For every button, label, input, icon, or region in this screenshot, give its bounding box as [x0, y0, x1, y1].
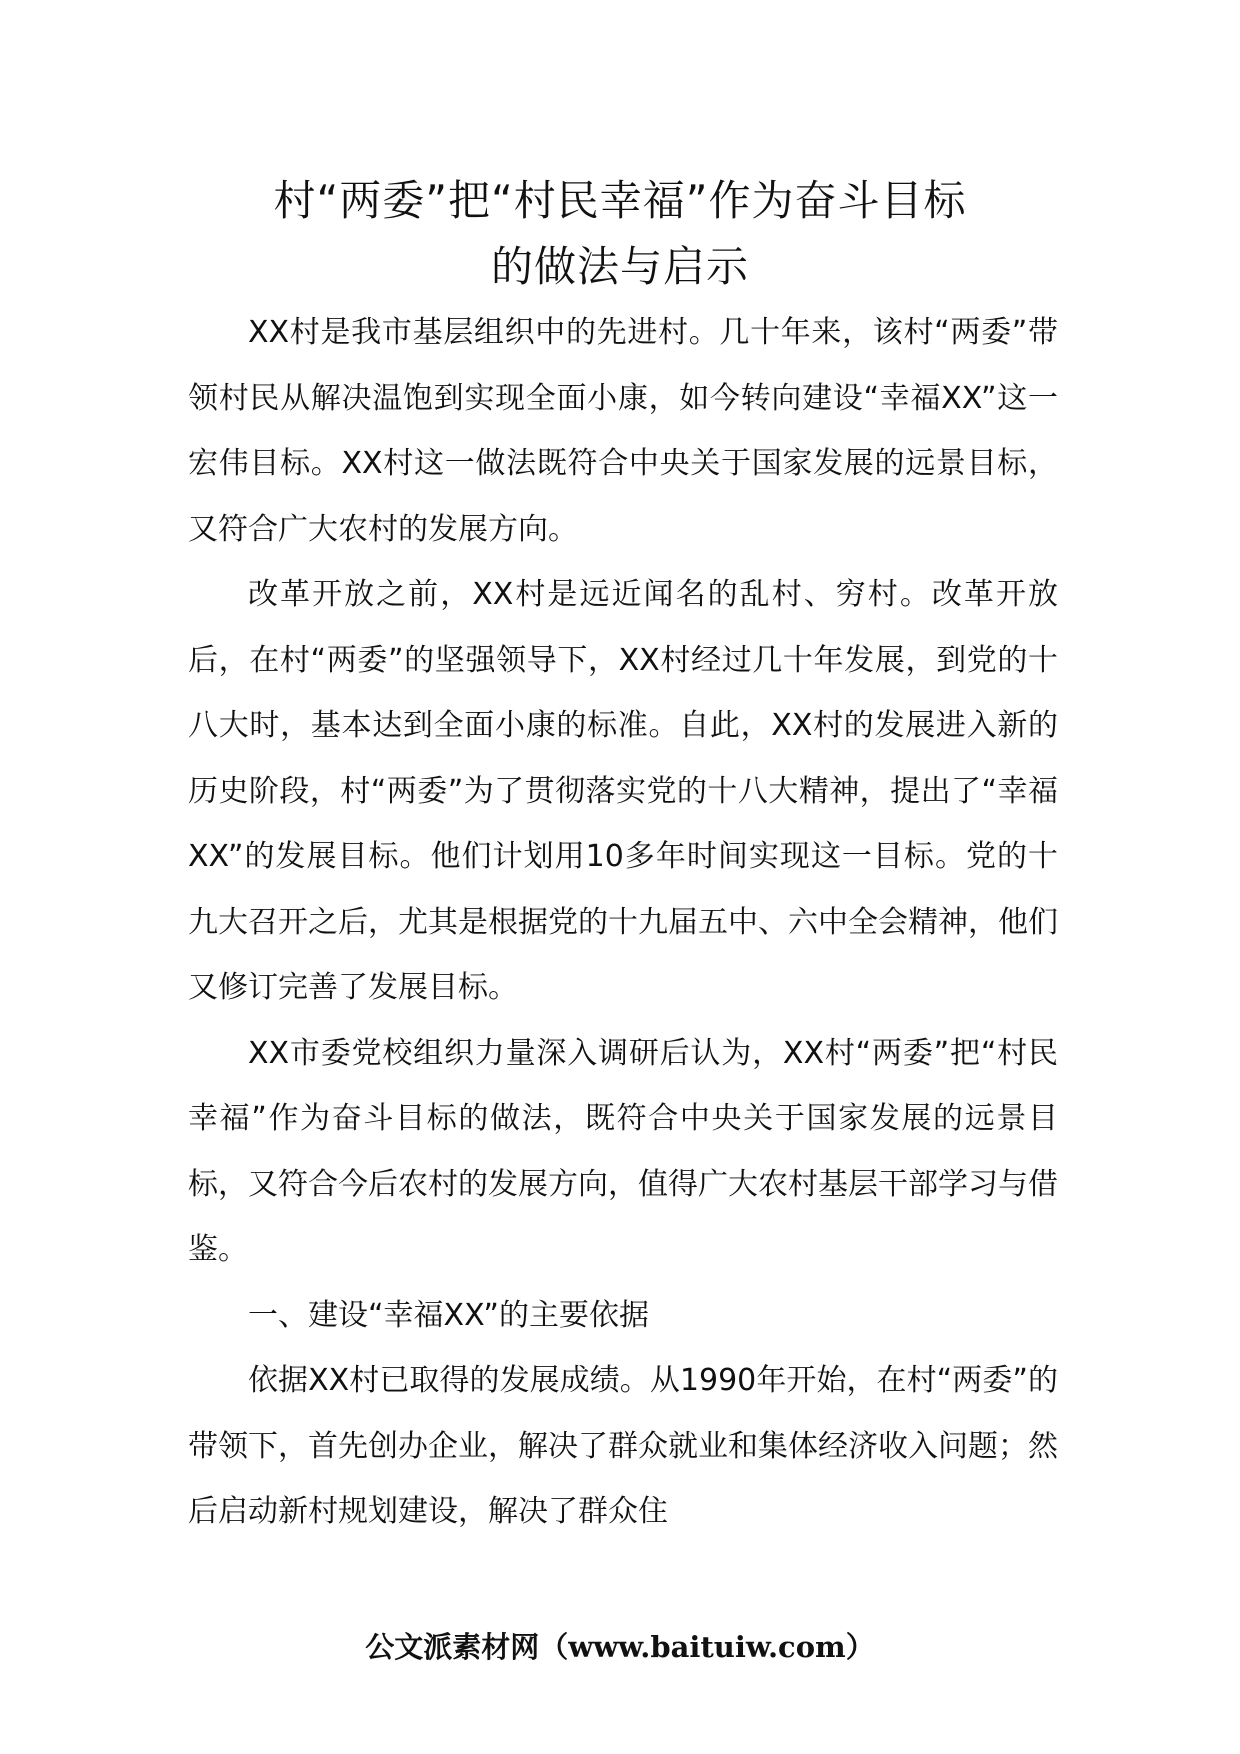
section-heading-1: 一、建设“幸福XX”的主要依据	[248, 1297, 649, 1333]
paragraph-intro: XX村是我市基层组织中的先进村。几十年来，该村“两委”带领村民从解决温饱到实现全面小康，如今转向建设“幸福XX”这一宏伟目标。XX村这一做法既符合中央关于国家发展的远景目标，又符合广大农村的发展方向。	[188, 315, 1058, 547]
title-line-1: 村“两委”把“村民幸福”作为奋斗目标	[273, 176, 967, 225]
paragraph-history: 改革开放之前，XX村是远近闻名的乱村、穷村。改革开放后，在村“两委”的坚强领导下，XX村经过几十年发展，到党的十八大时，基本达到全面小康的标准。自此，XX村的发展进入新的历史阶段，村“两委”为了贯彻落实党的十八大精神，提出了“幸福XX”的发展目标。他们计划用10多年时间实现这一目标。党的十九大召开之后，尤其是根据党的十九届五中、六中全会精神，他们又修订完善了发展目标。	[188, 577, 1058, 1005]
document-title	[150, 168, 1090, 300]
paragraph-assessment: XX市委党校组织力量深入调研后认为，XX村“两委”把“村民幸福”作为奋斗目标的做法，既符合中央关于国家发展的远景目标，又符合今后农村的发展方向，值得广大农村基层干部学习与借鉴。	[188, 1035, 1058, 1267]
paragraph-section-1: 依据XX村已取得的发展成绩。从1990年开始，在村“两委”的带领下，首先创办企业，解决了群众就业和集体经济收入问题；然后启动新村规划建设，解决了群众住	[188, 1363, 1058, 1529]
footer-watermark: 公文派素材网（www.baituiw.com）	[365, 1630, 875, 1664]
title-line-2: 的做法与启示	[490, 242, 749, 291]
document-body	[188, 300, 1058, 1545]
